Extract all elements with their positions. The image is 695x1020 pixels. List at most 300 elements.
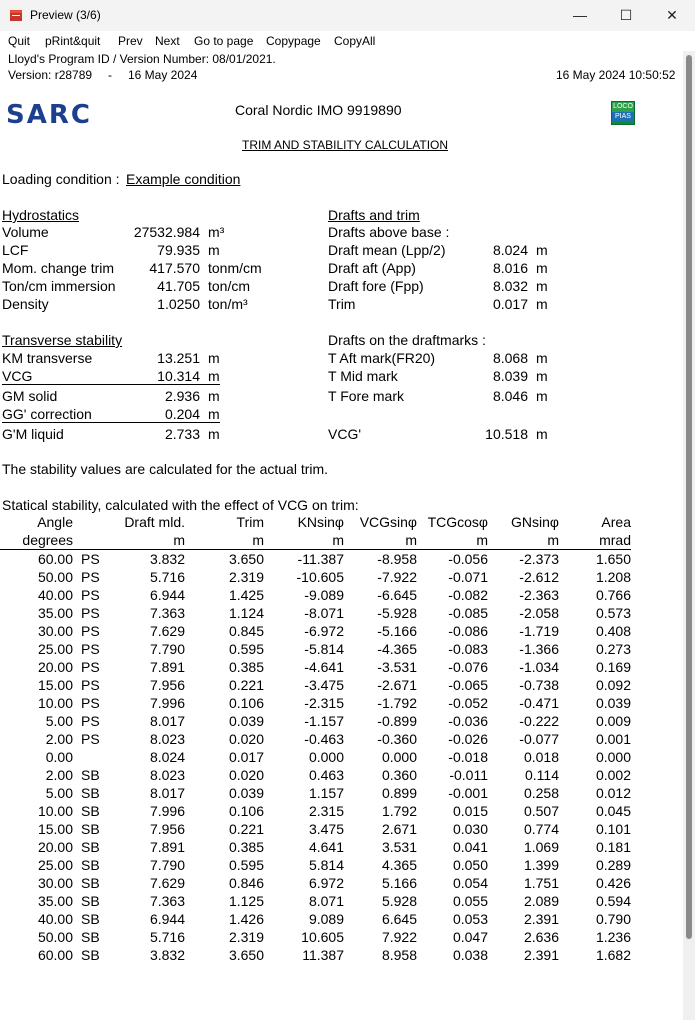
cell-area: 0.002 [595,767,631,783]
transverse-label: KM transverse [2,350,93,366]
cell-knsin: 3.475 [308,821,344,837]
cell-knsin: -3.475 [304,677,344,693]
cell-vcgsin: 6.645 [381,911,417,927]
table-row [0,784,631,802]
cell-trim: 0.385 [228,839,264,855]
cell-trim: 1.425 [228,587,264,603]
table-row [0,838,631,856]
cell-gnsin: 2.391 [523,947,559,963]
cell-angle: 30.00 [37,875,73,891]
table-row [0,712,631,730]
cell-tcgcos: 0.015 [452,803,488,819]
cell-side: PS [81,695,100,711]
window-title: Preview (3/6) [30,8,101,22]
cell-side: PS [81,605,100,621]
transverse-label: VCG [2,368,33,384]
cell-gnsin: 0.507 [523,803,559,819]
cell-draft: 7.891 [149,839,185,855]
cell-side: PS [81,551,100,567]
cell-draft: 7.891 [149,659,185,675]
cell-trim: 1.125 [228,893,264,909]
cell-trim: 0.020 [228,767,264,783]
close-button[interactable] [649,0,695,31]
draft-unit: m [536,260,548,276]
cell-angle: 10.00 [37,803,73,819]
cell-vcgsin: 0.360 [381,767,417,783]
cell-trim: 2.319 [228,569,264,585]
cell-gnsin: -1.034 [519,659,559,675]
mark-unit: m [536,388,548,404]
cell-side: PS [81,713,100,729]
menu-quit[interactable]: Quit [8,34,31,48]
cell-side: SB [81,911,100,927]
cell-trim: 0.595 [228,641,264,657]
cell-gnsin: -2.363 [519,587,559,603]
cell-area: 0.594 [595,893,631,909]
draft-value: 8.032 [492,278,528,294]
cell-knsin: 11.387 [302,947,344,963]
window-titlebar [0,0,695,31]
cell-gnsin: -0.738 [519,677,559,693]
cell-tcgcos: -0.001 [448,785,488,801]
cell-tcgcos: -0.052 [448,695,488,711]
vcg-prime-unit: m [536,426,548,442]
cell-draft: 5.716 [149,569,185,585]
cell-side: SB [81,785,100,801]
cell-vcgsin: -0.360 [377,731,417,747]
cell-vcgsin: -8.958 [377,551,417,567]
mark-value: 8.039 [492,368,528,384]
cell-draft: 7.790 [149,857,185,873]
cell-trim: 0.039 [228,785,264,801]
cell-side: PS [81,677,100,693]
hydro-label: Density [2,296,49,312]
close-icon: ✕ [666,7,678,23]
cell-trim: 0.020 [228,731,264,747]
cell-area: 0.426 [595,875,631,891]
cell-gnsin: -2.058 [519,605,559,621]
cell-trim: 0.106 [228,803,264,819]
cell-side: PS [81,659,100,675]
cell-trim: 1.426 [228,911,264,927]
cell-side: SB [81,803,100,819]
cell-angle: 2.00 [45,767,73,783]
cell-draft: 8.023 [149,767,185,783]
cell-area: 0.001 [595,731,631,747]
transverse-value: 2.936 [164,388,200,404]
unit-knsin: m [264,531,344,550]
cell-vcgsin: -0.899 [377,713,417,729]
menu-print-quit[interactable]: pRint&quit [45,34,101,48]
cell-vcgsin: 7.922 [381,929,417,945]
cell-gnsin: 2.391 [523,911,559,927]
cell-gnsin: 0.258 [523,785,559,801]
maximize-button[interactable] [603,0,649,31]
cell-side: PS [81,623,100,639]
cell-area: 0.273 [595,641,631,657]
cell-vcgsin: -5.166 [377,623,417,639]
table-row [0,892,631,910]
cell-knsin: -8.071 [304,605,344,621]
transverse-unit: m [208,426,220,442]
cell-gnsin: 2.089 [523,893,559,909]
cell-draft: 7.956 [149,821,185,837]
hydro-unit: tonm/cm [208,260,262,276]
cell-tcgcos: 0.038 [452,947,488,963]
cell-area: 1.208 [595,569,631,585]
hydro-label: Mom. change trim [2,260,115,276]
table-row [0,640,631,658]
cell-tcgcos: -0.036 [448,713,488,729]
draft-value: 8.024 [492,242,528,258]
cell-side: PS [81,569,100,585]
menu-goto-page[interactable]: Go to page [194,34,254,48]
cell-tcgcos: 0.053 [452,911,488,927]
scrollbar-thumb[interactable] [686,55,692,939]
cell-knsin: -11.387 [297,551,344,567]
menu-copyall[interactable]: CopyAll [334,34,376,48]
cell-gnsin: -0.471 [519,695,559,711]
cell-area: 1.682 [595,947,631,963]
draft-unit: m [536,296,548,312]
cell-gnsin: -1.366 [519,641,559,657]
cell-draft: 7.363 [149,605,185,621]
menu-next[interactable]: Next [155,34,180,48]
cell-draft: 8.017 [149,785,185,801]
cell-draft: 3.832 [149,551,185,567]
cell-tcgcos: -0.071 [448,569,488,585]
cell-draft: 8.017 [149,713,185,729]
table-row [0,604,631,622]
cell-knsin: -4.641 [304,659,344,675]
unit-area: mrad [559,531,631,550]
table-row [0,946,631,964]
cell-side: SB [81,839,100,855]
cell-area: 0.009 [595,713,631,729]
cell-tcgcos: -0.018 [448,749,488,765]
mark-label: T Mid mark [328,368,398,384]
cell-area: 0.289 [595,857,631,873]
cell-angle: 50.00 [37,569,73,585]
cell-area: 0.000 [595,749,631,765]
transverse-unit: m [208,406,220,422]
cell-draft: 7.363 [149,893,185,909]
version-label: Version: r28789 [8,68,93,82]
cell-gnsin: -0.222 [519,713,559,729]
transverse-value: 0.204 [164,406,200,422]
cell-gnsin: -2.612 [519,569,559,585]
cell-knsin: -6.972 [304,623,344,639]
transverse-label: G'M liquid [2,426,64,442]
cell-trim: 2.319 [228,929,264,945]
menu-prev[interactable]: Prev [118,34,143,48]
cell-angle: 25.00 [37,857,73,873]
hydro-unit: ton/m³ [208,296,248,312]
cell-vcgsin: 2.671 [381,821,417,837]
cell-vcgsin: 5.166 [381,875,417,891]
col-header-gnsin: GNsinφ [511,514,559,530]
hydro-value: 27532.984 [133,224,200,240]
table-row [0,658,631,676]
transverse-unit: m [208,388,220,404]
cell-angle: 30.00 [37,623,73,639]
transverse-unit: m [208,350,220,366]
cell-vcgsin: -2.671 [377,677,417,693]
col-header-vcgsin: VCGsinφ [359,514,417,530]
ship-name: Coral Nordic IMO 9919890 [235,102,402,118]
draft-value: 8.016 [492,260,528,276]
table-row [0,568,631,586]
cell-knsin: -9.089 [304,587,344,603]
cell-vcgsin: 3.531 [381,839,417,855]
cell-area: 1.650 [595,551,631,567]
cell-angle: 0.00 [45,749,73,765]
maximize-icon: ☐ [619,7,633,23]
cell-knsin: 0.000 [308,749,344,765]
cell-gnsin: 0.774 [523,821,559,837]
cell-vcgsin: 0.000 [381,749,417,765]
cell-tcgcos: -0.056 [448,551,488,567]
menu-copypage[interactable]: Copypage [266,34,321,48]
loading-condition-value: Example condition [126,171,241,187]
cell-knsin: 0.463 [308,767,344,783]
cell-tcgcos: 0.041 [452,839,488,855]
cell-side: PS [81,587,100,603]
cell-vcgsin: -4.365 [377,641,417,657]
cell-draft: 6.944 [149,911,185,927]
cell-area: 0.766 [595,587,631,603]
mark-label: T Aft mark(FR20) [328,350,436,366]
table-row [0,910,631,928]
cell-trim: 3.650 [228,551,264,567]
cell-angle: 35.00 [37,605,73,621]
table-row [0,766,631,784]
hydro-unit: m [208,242,220,258]
minimize-button[interactable] [557,0,603,31]
cell-draft: 6.944 [149,587,185,603]
cell-angle: 60.00 [37,551,73,567]
app-icon [9,8,23,22]
loading-condition-label: Loading condition : [2,171,120,187]
cell-area: 0.181 [595,839,631,855]
cell-side [73,748,115,766]
col-header-area: Area [601,514,631,530]
cell-angle: 50.00 [37,929,73,945]
cell-angle: 10.00 [37,695,73,711]
cell-trim: 0.595 [228,857,264,873]
cell-angle: 60.00 [37,947,73,963]
transverse-value: 10.314 [157,368,200,384]
cell-area: 0.039 [595,695,631,711]
stability-note: The stability values are calculated for the actual trim. [2,461,329,477]
cell-area: 0.408 [595,623,631,639]
cell-draft: 7.956 [149,677,185,693]
cell-trim: 0.221 [228,677,264,693]
table-row [0,820,631,838]
unit-draft: m [115,531,185,550]
cell-vcgsin: -7.922 [377,569,417,585]
draft-unit: m [536,278,548,294]
cell-tcgcos: -0.085 [448,605,488,621]
table-row [0,856,631,874]
cell-vcgsin: 4.365 [381,857,417,873]
cell-tcgcos: 0.047 [452,929,488,945]
drafts-title: Drafts and trim [328,207,420,223]
table-row [0,694,631,712]
cell-tcgcos: -0.086 [448,623,488,639]
table-row [0,928,631,946]
transverse-label: GG' correction [2,406,92,422]
cell-knsin: -1.157 [304,713,344,729]
cell-angle: 5.00 [45,785,73,801]
cell-knsin: -5.814 [304,641,344,657]
cell-gnsin: -2.373 [519,551,559,567]
transverse-title: Transverse stability [2,332,123,348]
rule-line [2,422,220,423]
vertical-scrollbar[interactable] [683,51,695,1020]
unit-gnsin: m [488,531,559,550]
cell-draft: 7.996 [149,695,185,711]
cell-side: PS [81,731,100,747]
cell-trim: 0.106 [228,695,264,711]
col-header-knsin: KNsinφ [297,514,344,530]
version-date: 16 May 2024 [128,68,198,82]
cell-knsin: 2.315 [308,803,344,819]
cell-knsin: 9.089 [308,911,344,927]
cell-draft: 7.629 [149,875,185,891]
transverse-unit: m [208,368,220,384]
cell-tcgcos: -0.082 [448,587,488,603]
menu-bar [0,31,695,51]
col-header-tcgcos: TCGcosφ [427,514,488,530]
program-id-line: Lloyd's Program ID / Version Number: 08/01/2021. [8,52,276,66]
hydro-unit: m³ [208,224,225,240]
statical-title: Statical stability, calculated with the effect of VCG on trim: [2,497,359,513]
cell-gnsin: 1.399 [523,857,559,873]
table-units-row [0,531,631,550]
cell-knsin: 1.157 [308,785,344,801]
hydro-label: LCF [2,242,29,258]
cell-draft: 8.023 [149,731,185,747]
cell-vcgsin: 8.958 [381,947,417,963]
table-row [0,550,631,569]
cell-trim: 1.124 [228,605,264,621]
cell-side: SB [81,767,100,783]
col-header-angle: Angle [37,514,73,530]
mark-unit: m [536,350,548,366]
cell-trim: 0.039 [228,713,264,729]
cell-side: PS [81,641,100,657]
cell-draft: 7.996 [149,803,185,819]
hydro-label: Ton/cm immersion [2,278,116,294]
cell-trim: 0.385 [228,659,264,675]
cell-trim: 0.017 [228,749,264,765]
hydro-value: 79.935 [157,242,200,258]
cell-gnsin: -1.719 [519,623,559,639]
cell-draft: 3.832 [149,947,185,963]
cell-angle: 40.00 [37,587,73,603]
cell-trim: 0.846 [228,875,264,891]
table-header-row [0,513,631,531]
cell-vcgsin: -5.928 [377,605,417,621]
transverse-value: 13.251 [157,350,200,366]
cell-draft: 8.024 [149,749,185,765]
cell-angle: 40.00 [37,911,73,927]
rule-line [2,384,220,385]
cell-area: 0.169 [595,659,631,675]
cell-area: 0.101 [595,821,631,837]
cell-area: 1.236 [595,929,631,945]
draft-label: Trim [328,296,356,312]
mark-value: 8.046 [492,388,528,404]
table-row [0,802,631,820]
cell-knsin: -2.315 [304,695,344,711]
unit-vcgsin: m [344,531,417,550]
cell-vcgsin: 1.792 [381,803,417,819]
sarc-logo: SARC [6,100,92,130]
version-dash: - [108,68,112,82]
cell-knsin: -0.463 [304,731,344,747]
hydro-value: 41.705 [157,278,200,294]
cell-draft: 5.716 [149,929,185,945]
print-datetime: 16 May 2024 10:50:52 [556,68,676,82]
cell-gnsin: -0.077 [519,731,559,747]
table-row [0,748,631,766]
draft-unit: m [536,242,548,258]
cell-knsin: 5.814 [308,857,344,873]
mark-label: T Fore mark [328,388,404,404]
cell-tcgcos: 0.054 [452,875,488,891]
cell-gnsin: 0.018 [523,749,559,765]
cell-side: SB [81,875,100,891]
cell-side: SB [81,857,100,873]
cell-tcgcos: 0.055 [452,893,488,909]
cell-tcgcos: 0.050 [452,857,488,873]
col-header-trim: Trim [236,514,264,530]
transverse-label: GM solid [2,388,58,404]
drafts-subtitle: Drafts above base : [328,224,450,240]
table-row [0,622,631,640]
cell-angle: 20.00 [37,659,73,675]
cell-angle: 2.00 [45,731,73,747]
transverse-value: 2.733 [164,426,200,442]
cell-tcgcos: -0.065 [448,677,488,693]
table-row [0,586,631,604]
cell-gnsin: 2.636 [523,929,559,945]
cell-side: SB [81,893,100,909]
cell-vcgsin: -3.531 [377,659,417,675]
cell-knsin: -10.605 [296,569,344,585]
cell-tcgcos: -0.076 [448,659,488,675]
vcg-prime-value: 10.518 [485,426,528,442]
cell-area: 0.790 [595,911,631,927]
cell-angle: 20.00 [37,839,73,855]
draft-label: Draft mean (Lpp/2) [328,242,446,258]
cell-side: SB [81,929,100,945]
col-header-draft: Draft mld. [124,514,185,530]
cell-vcgsin: -6.645 [377,587,417,603]
cell-vcgsin: -1.792 [377,695,417,711]
table-row [0,676,631,694]
unit-angle: degrees [0,531,73,550]
hydro-value: 417.570 [149,260,200,276]
hydrostatics-title: Hydrostatics [2,207,80,223]
cell-draft: 7.629 [149,623,185,639]
cell-angle: 15.00 [37,677,73,693]
loco-pias-logo: LOCO PIAS [611,101,635,125]
report-title: TRIM AND STABILITY CALCULATION [242,138,449,152]
cell-trim: 0.221 [228,821,264,837]
